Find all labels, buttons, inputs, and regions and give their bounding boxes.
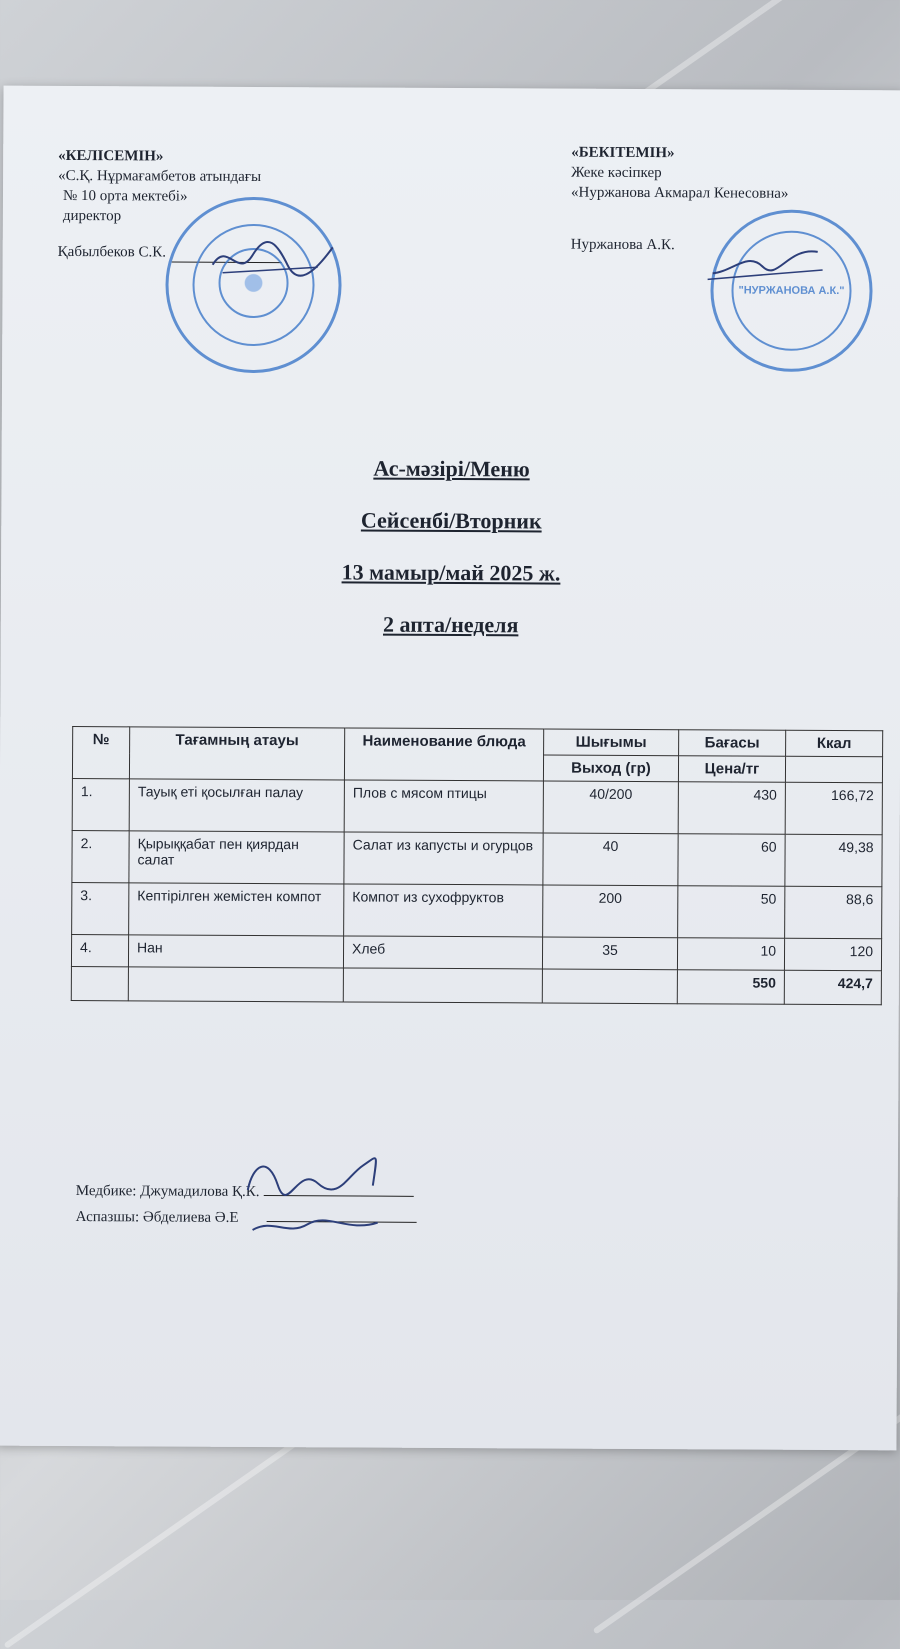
position-label: директор [62, 207, 122, 225]
dish-price: 60 [678, 834, 785, 887]
cook-signer: Аспазшы: Әбделиева Ә.Е [75, 1209, 239, 1226]
row-number: 3. [72, 883, 129, 935]
header-number: № [72, 727, 129, 779]
week-title: 2 апта/неделя [382, 611, 519, 638]
menu-table [71, 726, 883, 1005]
total-empty-cell [343, 968, 542, 1003]
approval-right-title: «БЕКІТЕМІН» [571, 144, 675, 162]
dish-price: 430 [678, 782, 785, 835]
row-number: 2. [72, 831, 129, 883]
table-header-row [73, 727, 883, 757]
dish-name-kz: Тауық еті қосылған палау [129, 779, 344, 832]
header-price-kz: Бағасы [679, 730, 786, 757]
nurse-signature [238, 1145, 388, 1206]
entrepreneur-name: «Нуржанова Акмарал Кенесовна» [570, 184, 789, 202]
total-empty-cell [71, 967, 128, 1001]
total-price: 550 [677, 970, 784, 1005]
school-name-line2: № 10 орта мектебі» [62, 187, 188, 205]
entrepreneur-label: Жеке кәсіпкер [571, 164, 662, 182]
header-dish-name-kz: Тағамның атауы [129, 727, 344, 780]
dish-kcal: 88,6 [785, 886, 882, 939]
table-row [71, 935, 881, 971]
menu-document [0, 86, 900, 1451]
dish-output: 200 [543, 885, 678, 938]
header-price-ru: Цена/тг [678, 756, 785, 783]
stamp-name: "НУРЖАНОВА А.К." [738, 284, 845, 298]
date-title: 13 мамыр/май 2025 ж. [341, 559, 561, 586]
day-title: Сейсенбі/Вторник [360, 507, 542, 534]
entrepreneur-signature [708, 241, 828, 287]
dish-name-kz: Нан [128, 935, 343, 968]
school-name-line1: «С.Қ. Нұрмағамбетов атындағы [58, 167, 262, 186]
dish-output: 40/200 [543, 781, 678, 834]
dish-kcal: 166,72 [785, 782, 882, 835]
director-signer-name: Қабылбеков С.К. [57, 243, 167, 261]
header-kcal-empty [785, 756, 882, 783]
dish-kcal: 120 [784, 938, 881, 971]
row-number: 4. [71, 935, 128, 967]
dish-output: 40 [543, 833, 678, 886]
dish-output: 35 [542, 937, 677, 970]
dish-name-ru: Хлеб [343, 936, 542, 969]
row-number: 1. [72, 779, 129, 831]
header-output-kz: Шығымы [544, 729, 679, 756]
total-kcal: 424,7 [784, 970, 881, 1005]
document-titles [1, 441, 900, 654]
dish-name-kz: Қырыққабат пен қиярдан салат [129, 831, 344, 884]
table-total-row [71, 967, 881, 1005]
total-empty-cell [542, 969, 677, 1004]
dish-name-kz: Кептірілген жемістен компот [129, 883, 344, 936]
entrepreneur-seal-stamp [710, 209, 873, 372]
menu-title: Ас-мәзірі/Меню [373, 455, 530, 482]
table-row [72, 779, 882, 835]
dish-name-ru: Компот из сухофруктов [344, 884, 543, 937]
header-dish-name-ru: Наименование блюда [344, 728, 543, 781]
cook-signature [248, 1212, 388, 1243]
header-kcal: Ккал [786, 730, 883, 757]
dish-name-ru: Плов с мясом птицы [344, 780, 543, 833]
nurse-signer: Медбике: Джумадилова Қ.К. [75, 1183, 260, 1201]
dish-kcal: 49,38 [785, 834, 882, 887]
table-row [72, 883, 882, 939]
dish-name-ru: Салат из капусты и огурцов [344, 832, 543, 885]
header-output-ru: Выход (гр) [543, 755, 678, 782]
approval-left-title: «КЕЛІСЕМІН» [58, 147, 164, 165]
table-row [72, 831, 882, 887]
total-empty-cell [128, 967, 343, 1002]
dish-price: 10 [677, 938, 784, 971]
entrepreneur-signer-name: Нуржанова А.К. [570, 236, 675, 254]
dish-price: 50 [678, 886, 785, 939]
director-signature [208, 235, 338, 286]
